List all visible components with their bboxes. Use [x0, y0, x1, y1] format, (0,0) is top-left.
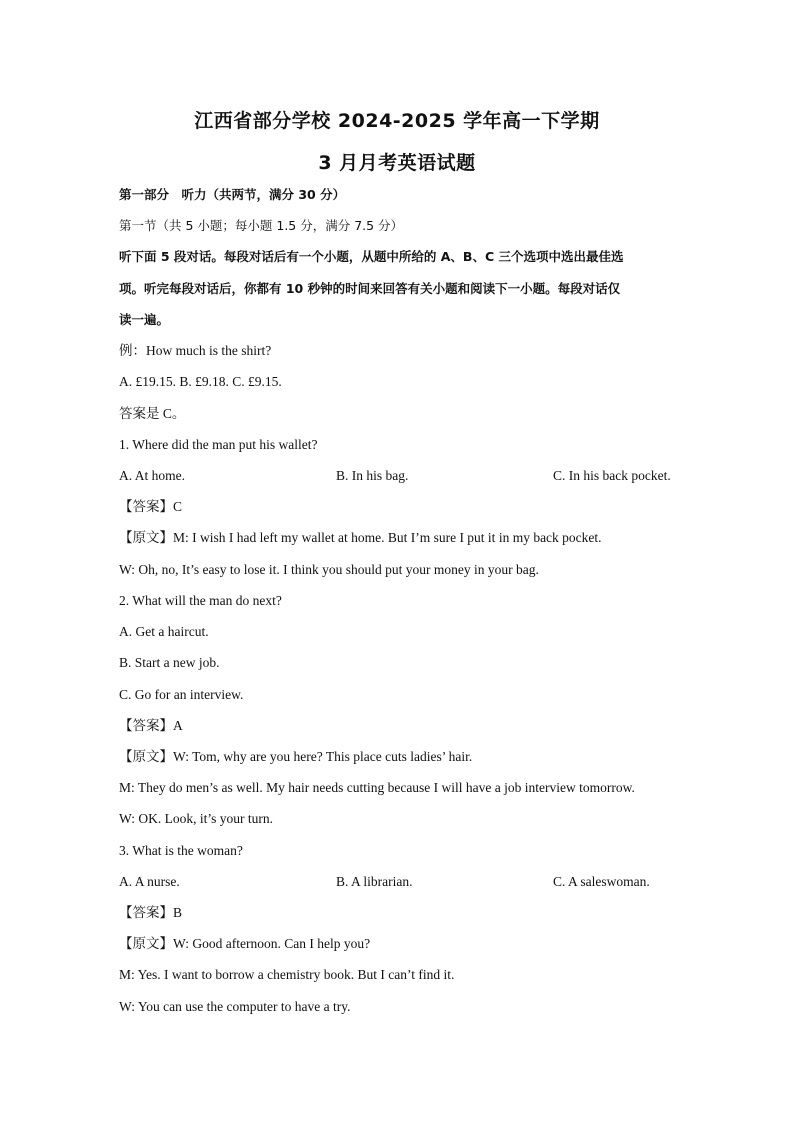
q3-transcript-line: 【原文】W: Good afternoon. Can I help you? [119, 936, 371, 951]
q2-option-c: C. Go for an interview. [119, 687, 244, 702]
q3-question: 3. What is the woman? [119, 843, 243, 858]
part1-heading: 第一部分 听力（共两节，满分 30 分） [119, 187, 346, 202]
q2-answer: 【答案】A [119, 718, 183, 733]
q3-option-b: B. A librarian. [336, 874, 413, 889]
q3-transcript-line: M: Yes. I want to borrow a chemistry book. But I can’t find it. [119, 967, 455, 982]
instructions-line-1: 听下面 5 段对话。每段对话后有一个小题，从题中所给的 A、B、C 三个选项中选出最佳选 [119, 249, 624, 264]
example-answer: 答案是 C。 [119, 406, 186, 421]
q3-transcript-line: W: You can use the computer to have a try. [119, 999, 351, 1014]
q3-option-a: A. A nurse. [119, 874, 180, 889]
q2-option-b: B. Start a new job. [119, 655, 220, 670]
q2-transcript-line: 【原文】W: Tom, why are you here? This place cuts ladies’ hair. [119, 749, 473, 764]
q3-option-c: C. A saleswoman. [553, 874, 650, 889]
example-options: A. £19.15. B. £9.18. C. £9.15. [119, 374, 282, 389]
title-line-2: 3 月月考英语试题 [318, 152, 476, 174]
q2-question: 2. What will the man do next? [119, 593, 282, 608]
title-line-1: 江西省部分学校 2024-2025 学年高一下学期 [194, 110, 600, 132]
q1-answer: 【答案】C [119, 499, 183, 514]
q1-transcript-line: W: Oh, no, It’s easy to lose it. I think you should put your money in your bag. [119, 562, 539, 577]
q1-option-b: B. In his bag. [336, 468, 409, 483]
q2-transcript-line: M: They do men’s as well. My hair needs cutting because I will have a job interview tomorrow. [119, 780, 635, 795]
q3-answer: 【答案】B [119, 905, 183, 920]
q1-option-c: C. In his back pocket. [553, 468, 671, 483]
q2-transcript-line: W: OK. Look, it’s your turn. [119, 811, 273, 826]
q1-option-a: A. At home. [119, 468, 185, 483]
instructions-line-2: 项。听完每段对话后，你都有 10 秒钟的时间来回答有关小题和阅读下一小题。每段对话仅 [119, 281, 621, 296]
q1-transcript-line: 【原文】M: I wish I had left my wallet at home. But I’m sure I put it in my back pocket. [119, 530, 602, 545]
section1-heading: 第一节（共 5 小题；每小题 1.5 分，满分 7.5 分） [119, 218, 404, 233]
q2-option-a: A. Get a haircut. [119, 624, 209, 639]
example-question: 例：How much is the shirt? [119, 343, 272, 358]
instructions-line-3: 读一遍。 [119, 312, 170, 327]
q1-question: 1. Where did the man put his wallet? [119, 437, 318, 452]
